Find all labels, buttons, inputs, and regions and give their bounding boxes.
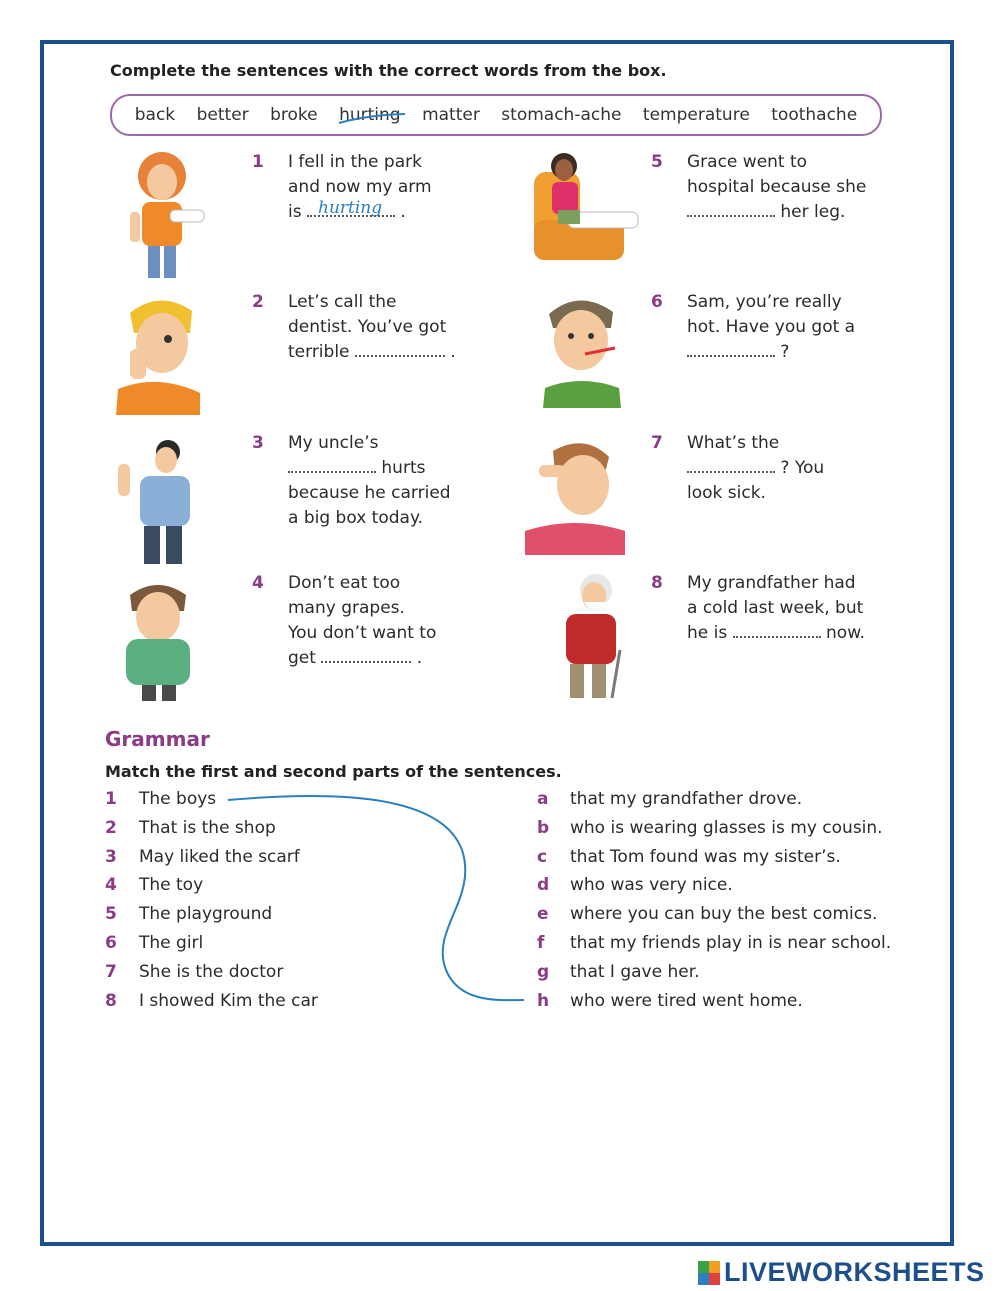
match-right-item[interactable]: that I gave her. [570, 962, 700, 982]
match-right-letter: d [537, 875, 550, 895]
match-left-item[interactable]: That is the shop [139, 818, 276, 838]
grammar-heading: Grammar [105, 727, 210, 751]
match-left-number: 6 [105, 933, 117, 953]
match-left-item[interactable]: She is the doctor [139, 962, 284, 982]
exercise-4-sentence: Don’t eat too many grapes. You don’t want to get . [288, 573, 437, 668]
match-left-item[interactable]: I showed Kim the car [139, 991, 318, 1011]
match-left-number: 3 [105, 847, 117, 867]
exercise-2-number: 2 [252, 292, 264, 312]
match-left-item[interactable]: The boys [139, 789, 217, 809]
match-right-letter: f [537, 933, 545, 953]
match-left-item[interactable]: The girl [139, 933, 204, 953]
exercise-instruction: Complete the sentences with the correct words from the box. [110, 61, 667, 80]
exercise-8-sentence: My grandfather had a cold last week, but he is now. [687, 573, 865, 643]
exercise-2-sentence: Let’s call the dentist. You’ve got terrible . [288, 292, 456, 362]
match-right-item[interactable]: who were tired went home. [570, 991, 803, 1011]
match-left-number: 4 [105, 875, 117, 895]
exercise-5-sentence: Grace went to hospital because she her leg. [687, 152, 867, 222]
word-matter: matter [422, 105, 480, 125]
exercise-1-sentence: I fell in the park and now my arm is . [288, 152, 432, 222]
match-left-item[interactable]: May liked the scarf [139, 847, 300, 867]
exercise-3-sentence: My uncle’s hurts because he carried a big box today. [288, 433, 451, 528]
word-toothache: toothache [771, 105, 858, 125]
match-left-item[interactable]: The toy [139, 875, 204, 895]
match-right-item[interactable]: that my grandfather drove. [570, 789, 803, 809]
match-right-item[interactable]: where you can buy the best comics. [570, 904, 878, 924]
word-hurting: hurting [339, 105, 401, 125]
match-right-item[interactable]: that Tom found was my sister’s. [570, 847, 841, 867]
word-stomach-ache: stomach-ache [501, 105, 622, 125]
exercise-4-number: 4 [252, 573, 264, 593]
match-left-number: 8 [105, 991, 117, 1011]
match-right-letter: c [537, 847, 548, 867]
match-right-letter: b [537, 818, 550, 838]
match-left-number: 5 [105, 904, 117, 924]
exercise-3-number: 3 [252, 433, 264, 453]
match-left-number: 7 [105, 962, 117, 982]
match-right-item[interactable]: who is wearing glasses is my cousin. [570, 818, 883, 838]
word-temperature: temperature [642, 105, 750, 125]
grammar-instruction: Match the first and second parts of the sentences. [105, 762, 562, 781]
word-better: better [196, 105, 249, 125]
liveworksheets-logo: LIVEWORKSHEETS [698, 1257, 985, 1288]
exercise-6-sentence: Sam, you’re really hot. Have you got a ? [687, 292, 856, 362]
exercise-5-number: 5 [651, 152, 663, 172]
match-left-number: 1 [105, 789, 117, 809]
match-right-letter: a [537, 789, 549, 809]
match-right-item[interactable]: that my friends play in is near school. [570, 933, 892, 953]
match-left-number: 2 [105, 818, 117, 838]
word-back: back [134, 105, 176, 125]
exercise-1-answer: hurting [318, 198, 383, 218]
exercise-6-number: 6 [651, 292, 663, 312]
match-right-letter: e [537, 904, 549, 924]
logo-mark-icon [698, 1261, 720, 1285]
exercise-7-sentence: What’s the ? You look sick. [687, 433, 825, 503]
exercise-7-number: 7 [651, 433, 663, 453]
match-left-item[interactable]: The playground [139, 904, 273, 924]
exercise-8-number: 8 [651, 573, 663, 593]
exercise-1-number: 1 [252, 152, 264, 172]
match-right-item[interactable]: who was very nice. [570, 875, 733, 895]
match-right-letter: h [537, 991, 550, 1011]
word-broke: broke [270, 105, 318, 125]
match-right-letter: g [537, 962, 550, 982]
